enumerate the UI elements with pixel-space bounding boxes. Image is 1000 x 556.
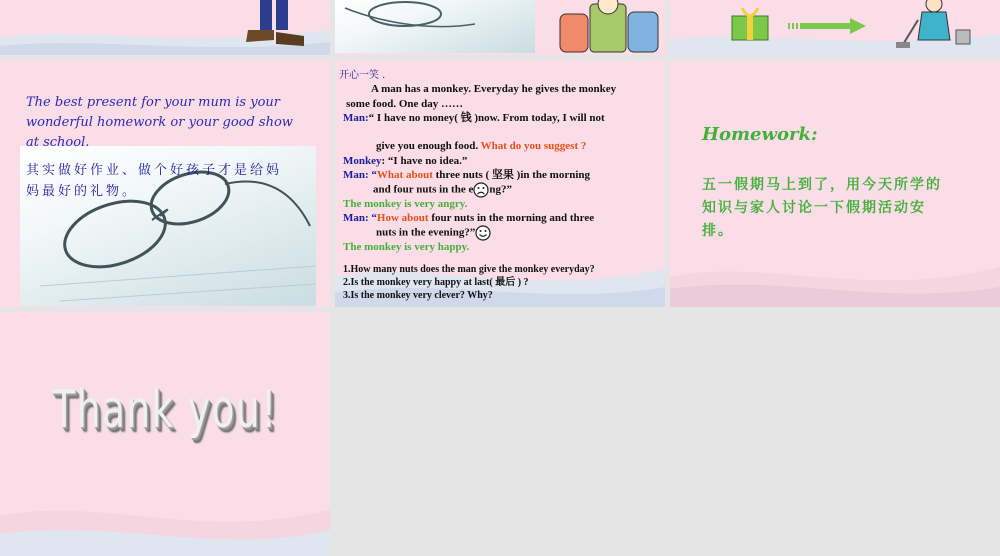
narration-line: A man has a monkey. Everyday he gives the monkey <box>371 83 617 96</box>
speaker-man: Man: <box>343 111 369 124</box>
slide-thumbnail-2[interactable] <box>335 0 665 55</box>
boy-legs-illustration <box>240 0 310 50</box>
speaker-man: Man: “ <box>343 169 377 182</box>
sad-face-icon <box>473 182 489 198</box>
slide-thumbnail-3[interactable] <box>670 0 1000 55</box>
speaker-man: Man: “ <box>343 211 377 224</box>
narration-line: some food. One day …… <box>346 97 464 110</box>
man-line: give you enough food. <box>376 140 481 153</box>
joke-text-block <box>339 68 661 302</box>
slide-thumbnail-1[interactable] <box>0 0 330 55</box>
students-backpacks-illustration <box>550 0 665 55</box>
monkey-reaction-happy: The monkey is very happy. <box>343 240 470 253</box>
offer-line: ng?” <box>489 183 512 196</box>
homework-body: 五一假期马上到了，用今天所学的知识与家人讨论一下假期活动安排。 <box>702 177 942 239</box>
happy-face-icon <box>475 225 491 241</box>
offer-line: three nuts ( 坚果 )in the morning <box>432 169 591 182</box>
thank-you-text: Thank you! <box>52 380 278 440</box>
present-chinese-text: 其实做好作业、做个好孩子才是给妈妈最好的礼物。 <box>26 163 283 199</box>
gift-box-icon <box>728 2 773 44</box>
wave-decoration <box>0 486 330 556</box>
question-item: 3.Is the monkey very clever? Why? <box>343 289 493 301</box>
girl-cleaning-illustration <box>882 0 982 54</box>
present-english-text: The best present for your mum is your wonderful homework or your good show at school. <box>26 95 293 150</box>
wave-decoration <box>670 237 1000 307</box>
arrow-right-icon <box>788 18 868 34</box>
question-item: 2.Is the monkey very happy at last( 最后 ) ? <box>343 276 529 288</box>
man-line: “ I have no money( 钱 )now. From today, I will not <box>368 111 605 124</box>
monkey-line: : “I have no idea.” <box>381 154 468 167</box>
highlight-phrase: How about <box>376 211 429 224</box>
slide-monkey-joke[interactable] <box>335 60 665 307</box>
slide-homework[interactable] <box>670 60 1000 307</box>
offer-line: and four nuts in the e <box>373 183 474 196</box>
offer-line: four nuts in the morning and three <box>428 211 595 224</box>
slide-present[interactable] <box>0 60 330 307</box>
highlight-phrase: What do you suggest ? <box>480 140 587 153</box>
question-item: 1.How many nuts does the man give the monkey everyday? <box>343 263 595 275</box>
glasses-icon <box>335 0 535 53</box>
glasses-photo <box>335 0 535 53</box>
slide-thank-you[interactable] <box>0 312 330 556</box>
joke-caption: 开心一笑 . <box>339 70 386 81</box>
monkey-reaction-angry: The monkey is very angry. <box>343 197 468 210</box>
homework-title: Homework: <box>702 124 818 145</box>
offer-line: nuts in the evening?” <box>376 226 476 239</box>
highlight-phrase: What about <box>376 169 433 182</box>
speaker-monkey: Monkey <box>343 154 382 167</box>
